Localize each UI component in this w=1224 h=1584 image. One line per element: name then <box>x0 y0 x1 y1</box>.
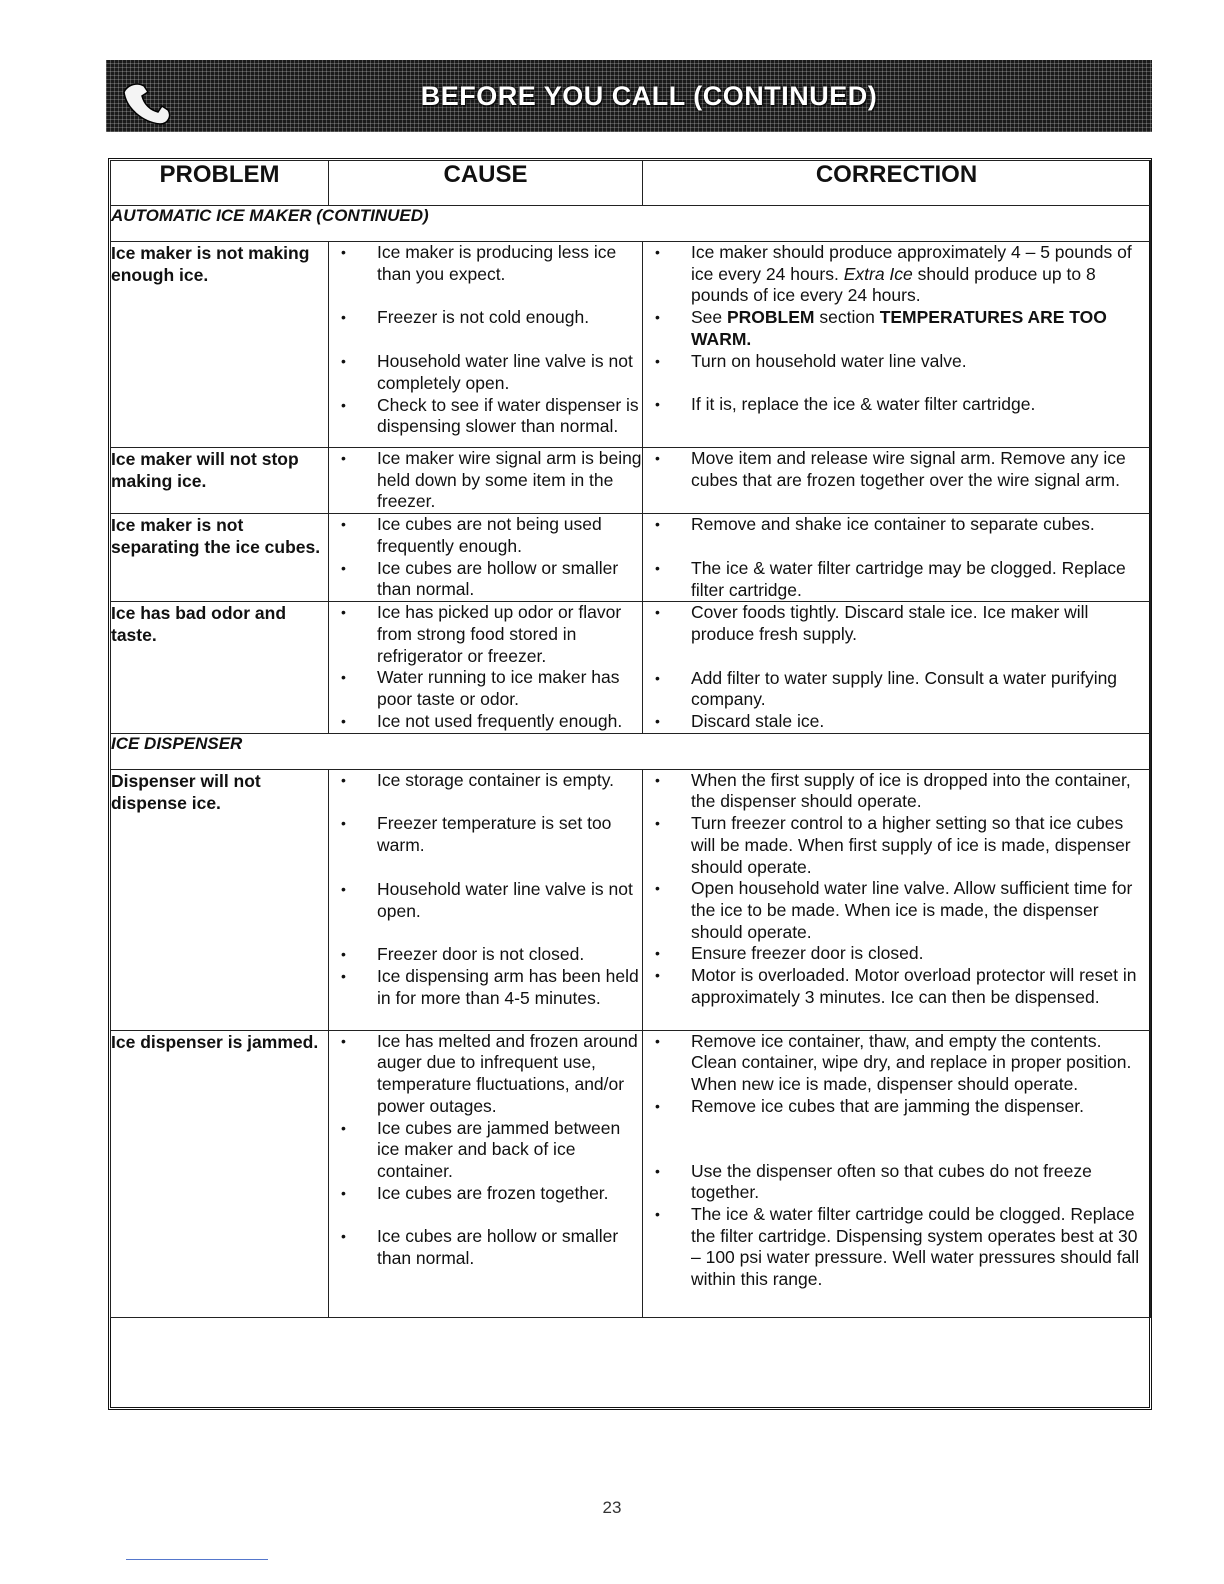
cause-item: • Ice not used frequently enough. <box>329 711 642 733</box>
problem-cell: Ice dispenser is jammed. <box>111 1030 329 1317</box>
cause-item: • Freezer temperature is set too warm. <box>329 813 642 856</box>
cause-item: • Ice storage container is empty. <box>329 770 642 792</box>
problem-cell: Ice maker will not stop making ice. <box>111 448 329 514</box>
cause-cell <box>329 514 643 602</box>
correction-header: CORRECTION <box>643 161 1151 206</box>
cause-cell <box>329 769 643 1030</box>
table-row <box>111 448 1151 514</box>
section-title-ice-maker: AUTOMATIC ICE MAKER (CONTINUED) <box>111 206 1151 242</box>
section-row <box>111 733 1151 769</box>
header-row <box>111 161 1151 206</box>
cause-cell <box>329 602 643 734</box>
cause-item: • Water running to ice maker has poor taste or odor. <box>329 667 642 710</box>
correction-item: • See PROBLEM section TEMPERATURES ARE TOO WARM. <box>643 307 1150 350</box>
cause-item: • Ice dispensing arm has been held in for more than 4-5 minutes. <box>329 966 642 1009</box>
cause-item: • Ice maker wire signal arm is being held down by some item in the freezer. <box>329 448 642 513</box>
telephone-icon <box>118 78 178 128</box>
correction-cell <box>643 602 1151 734</box>
table-row <box>111 514 1151 602</box>
cause-item: • Ice maker is producing less ice than you expect. <box>329 242 642 285</box>
cause-header: CAUSE <box>329 161 643 206</box>
correction-item: • If it is, replace the ice & water filter cartridge. <box>643 394 1150 416</box>
page-number: 23 <box>602 1498 622 1517</box>
cause-cell <box>329 242 643 448</box>
table-row <box>111 602 1151 734</box>
cause-item: • Check to see if water dispenser is dispensing slower than normal. <box>329 395 642 438</box>
troubleshooting-table <box>110 160 1151 1318</box>
table-row <box>111 242 1151 448</box>
cause-item: • Freezer door is not closed. <box>329 944 642 966</box>
correction-item: • Cover foods tightly. Discard stale ice. Ice maker will produce fresh supply. <box>643 602 1150 645</box>
correction-cell <box>643 1030 1151 1317</box>
correction-cell <box>643 448 1151 514</box>
correction-item: • Discard stale ice. <box>643 711 1150 733</box>
cause-item: • Household water line valve is not open. <box>329 879 642 922</box>
problem-cell: Ice maker is not separating the ice cubes. <box>111 514 329 602</box>
table-row <box>111 1030 1151 1317</box>
cause-item: • Ice cubes are hollow or smaller than normal. <box>329 1226 642 1269</box>
cause-cell <box>329 448 643 514</box>
correction-cell <box>643 242 1151 448</box>
correction-item: • Ensure freezer door is closed. <box>643 943 1150 965</box>
problem-cell: Ice has bad odor and taste. <box>111 602 329 734</box>
correction-item: • Ice maker should produce approximately 4 – 5 pounds of ice every 24 hours. Extra Ice should produce up to 8 pounds of ice every 24 hours. <box>643 242 1150 307</box>
correction-item: • The ice & water filter cartridge could be clogged. Replace the filter cartridge. Dispensing system operates best at 30 – 100 psi water pressure. Well water pressures should fall within this range. <box>643 1204 1150 1291</box>
divider <box>126 1559 268 1560</box>
cause-item: • Ice cubes are frozen together. <box>329 1183 642 1205</box>
cause-item: • Ice cubes are jammed between ice maker and back of ice container. <box>329 1118 642 1183</box>
cause-item: • Ice cubes are not being used frequently enough. <box>329 514 642 557</box>
correction-item: • The ice & water filter cartridge may be clogged. Replace filter cartridge. <box>643 558 1150 601</box>
problem-header: PROBLEM <box>111 161 329 206</box>
banner-title: BEFORE YOU CALL (CONTINUED) <box>420 80 878 111</box>
problem-cell: Ice maker is not making enough ice. <box>111 242 329 448</box>
cause-item: • Household water line valve is not completely open. <box>329 351 642 394</box>
correction-cell <box>643 514 1151 602</box>
cause-item: • Ice cubes are hollow or smaller than normal. <box>329 558 642 601</box>
correction-item: • Use the dispenser often so that cubes do not freeze together. <box>643 1161 1150 1204</box>
cause-item: • Ice has melted and frozen around auger due to infrequent use, temperature fluctuations, and/or power outages. <box>329 1031 642 1118</box>
correction-item: • Open household water line valve. Allow sufficient time for the ice to be made. When ice is made, the dispenser should operate. <box>643 878 1150 943</box>
correction-item: • Remove and shake ice container to separate cubes. <box>643 514 1150 536</box>
section-banner <box>106 60 1152 132</box>
cause-item: • Ice has picked up odor or flavor from strong food stored in refrigerator or freezer. <box>329 602 642 667</box>
correction-item: • When the first supply of ice is dropped into the container, the dispenser should operate. <box>643 770 1150 813</box>
correction-item: • Turn on household water line valve. <box>643 351 1150 373</box>
correction-item: • Add filter to water supply line. Consult a water purifying company. <box>643 668 1150 711</box>
correction-item: • Remove ice cubes that are jamming the dispenser. <box>643 1096 1150 1118</box>
section-row <box>111 206 1151 242</box>
section-title-ice-dispenser: ICE DISPENSER <box>111 733 1151 769</box>
correction-item: • Remove ice container, thaw, and empty the contents. Clean container, wipe dry, and replace in proper position. When new ice is made, dispenser should operate. <box>643 1031 1150 1096</box>
correction-cell <box>643 769 1151 1030</box>
cause-cell <box>329 1030 643 1317</box>
problem-cell: Dispenser will not dispense ice. <box>111 769 329 1030</box>
correction-item: • Move item and release wire signal arm. Remove any ice cubes that are frozen together over the wire signal arm. <box>643 448 1150 491</box>
cause-item: • Freezer is not cold enough. <box>329 307 642 329</box>
correction-item: • Turn freezer control to a higher setting so that ice cubes will be made. When first supply of ice is made, dispenser should operate. <box>643 813 1150 878</box>
correction-item: • Motor is overloaded. Motor overload protector will reset in approximately 3 minutes. Ice can then be dispensed. <box>643 965 1150 1008</box>
table-row <box>111 769 1151 1030</box>
